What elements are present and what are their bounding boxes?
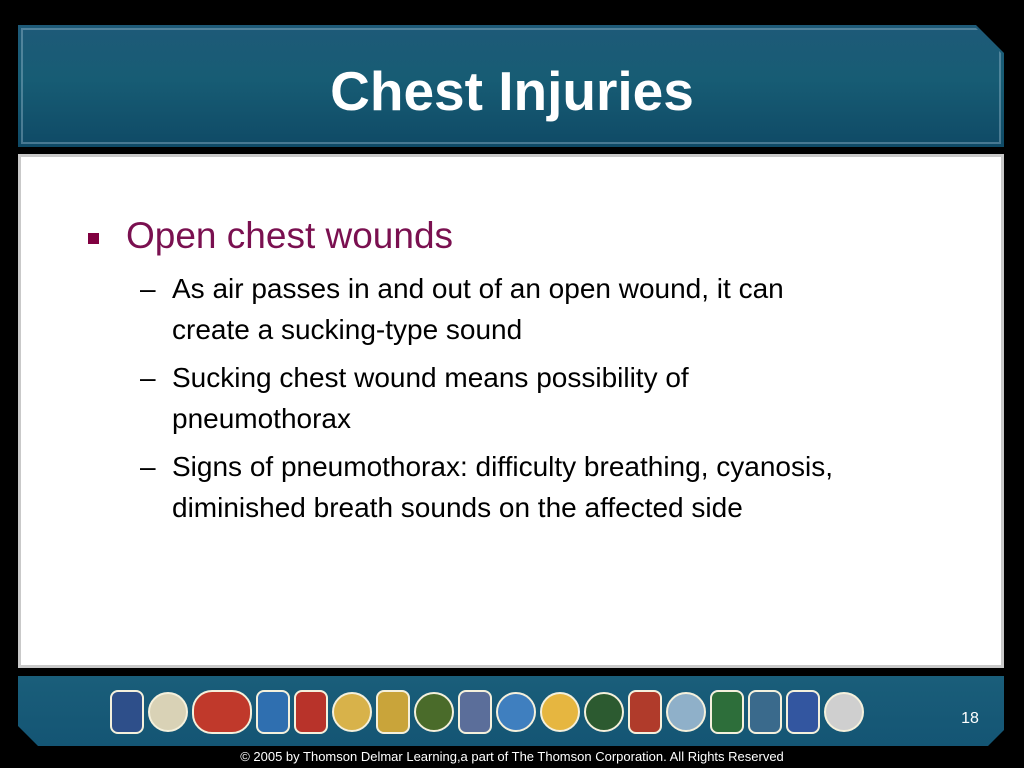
- city-ems-badge-icon: [824, 692, 864, 732]
- fire-department-badge-icon: [584, 692, 624, 732]
- ambulance-corps-badge-icon: [540, 692, 580, 732]
- mountain-ambulance-badge-icon: [496, 692, 536, 732]
- medical-services-badge-icon: [458, 690, 492, 734]
- emergency-patch-badge-icon: [110, 690, 144, 734]
- state-map-badge-icon: [376, 690, 410, 734]
- ems-badge-strip: [110, 686, 864, 738]
- sub-bullet-text: As air passes in and out of an open wound, it can create a sucking-type sound: [172, 273, 784, 345]
- square-bullet-icon: [88, 233, 99, 244]
- rescue-unit-badge-icon: [666, 692, 706, 732]
- sub-bullet-item: [140, 357, 860, 439]
- sub-bullet-item: [140, 446, 860, 528]
- main-bullet: [88, 212, 888, 260]
- fire-rescue-patch-badge-icon: [192, 690, 252, 734]
- dash-marker: –: [140, 362, 156, 393]
- rescue-squad-badge-icon: [294, 690, 328, 734]
- dash-marker: –: [140, 273, 156, 304]
- star-of-life-badge-icon: [256, 690, 290, 734]
- county-ems-badge-icon: [748, 690, 782, 734]
- boston-ems-badge-icon: [414, 692, 454, 732]
- emergency-medical-badge-icon: [628, 690, 662, 734]
- bullet-text: Open chest wounds: [126, 215, 454, 256]
- texas-ems-badge-icon: [786, 690, 820, 734]
- county-seal-badge-icon: [332, 692, 372, 732]
- sub-bullet-text: Sucking chest wound means possibility of pneumothorax: [172, 362, 689, 434]
- middleton-ems-badge-icon: [710, 690, 744, 734]
- dash-marker: –: [140, 451, 156, 482]
- sub-bullet-list: [140, 268, 860, 535]
- copyright-notice: © 2005 by Thomson Delmar Learning,a part of The Thomson Corporation. All Rights Reserved: [240, 749, 784, 764]
- sub-bullet-text: Signs of pneumothorax: difficulty breathing, cyanosis, diminished breath sounds on the affected side: [172, 451, 833, 523]
- slide-title: Chest Injuries: [330, 60, 694, 122]
- ambulance-shield-badge-icon: [148, 692, 188, 732]
- sub-bullet-item: [140, 268, 860, 350]
- page-number: 18: [961, 710, 979, 727]
